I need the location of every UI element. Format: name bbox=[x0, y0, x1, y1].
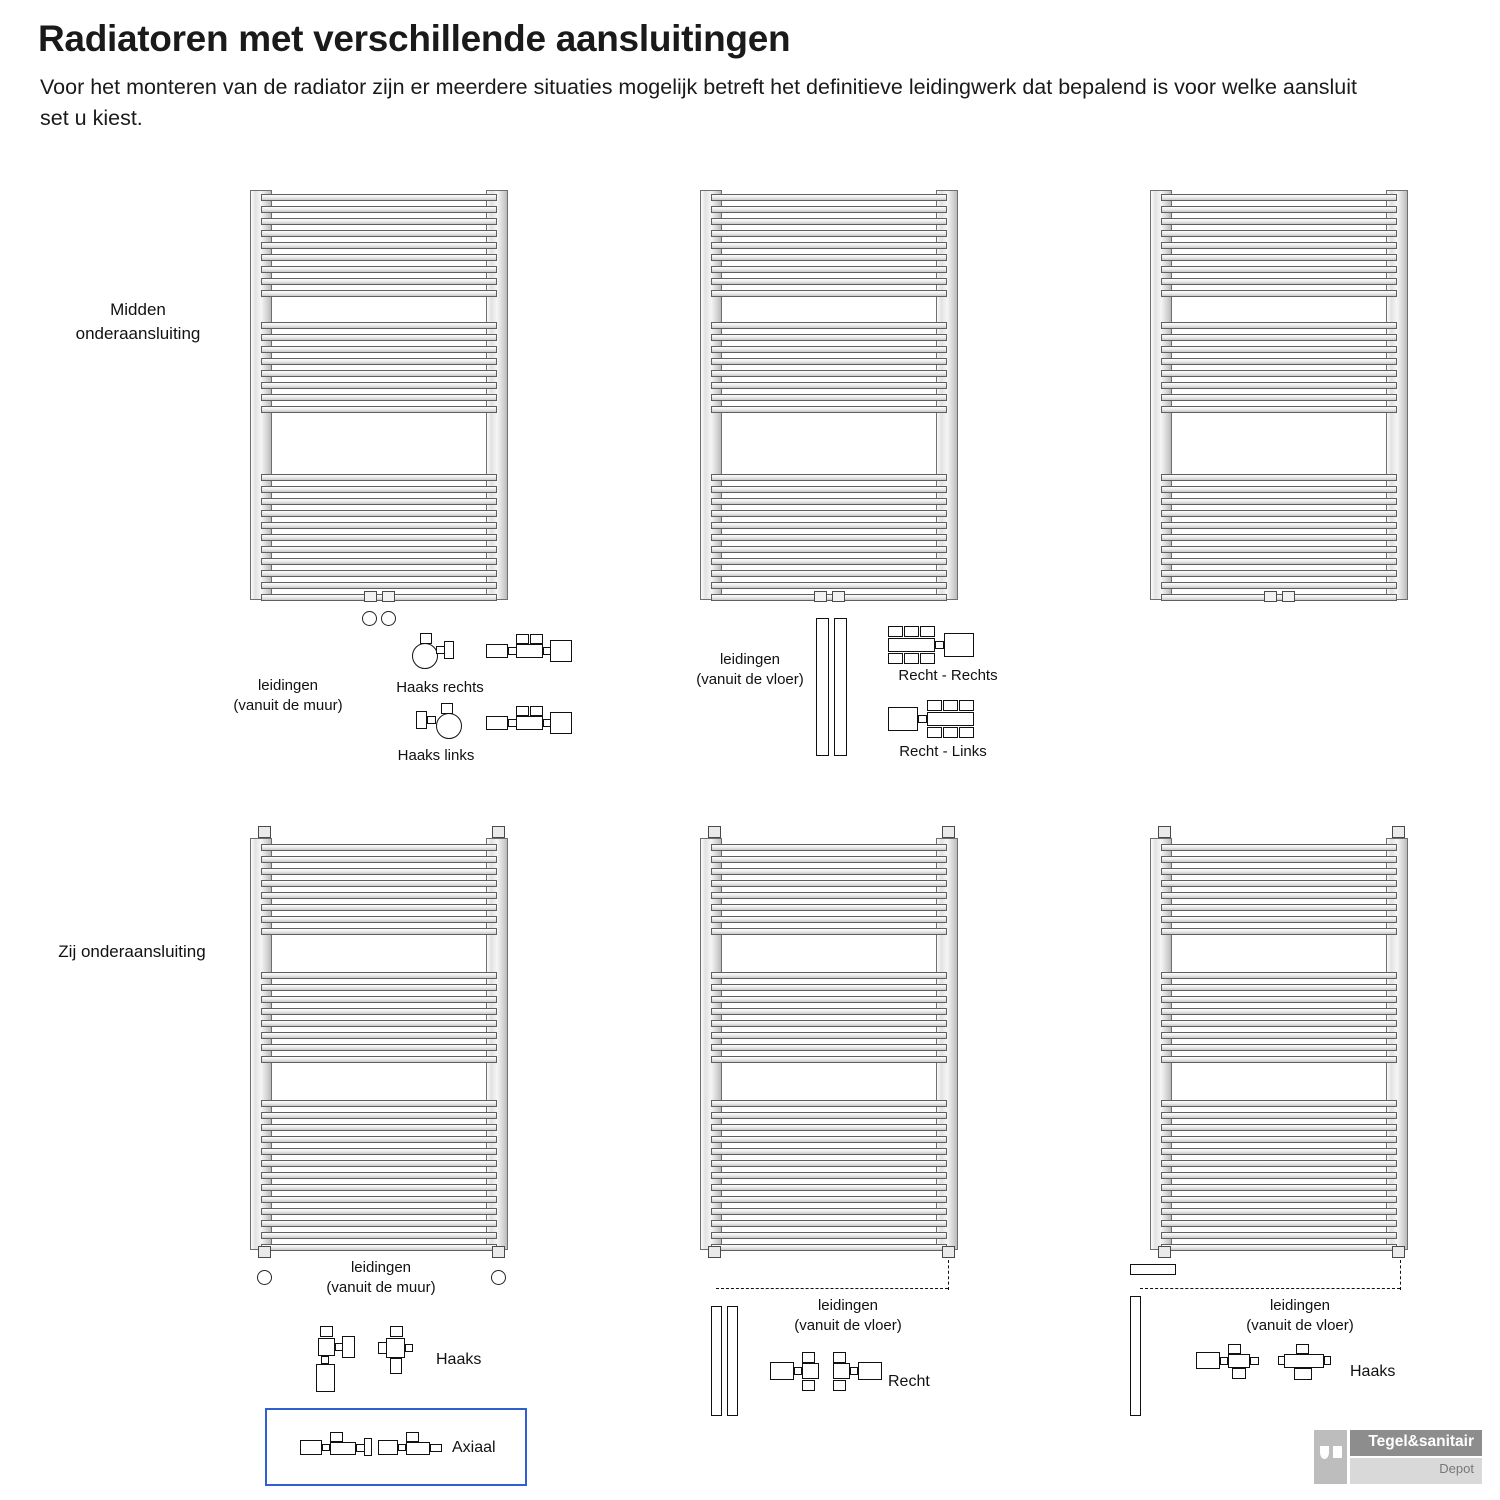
page-subtitle: Voor het monteren van de radiator zijn er meerdere situaties mogelijk betreft het definitieve leidingwerk dat bepalend is voor welke aansluit set u kiest. bbox=[40, 75, 1358, 130]
valve-label-axiaal: Axiaal bbox=[452, 1439, 496, 1456]
logo-mark bbox=[1314, 1430, 1347, 1484]
row-label-midden-line2: onderaansluiting bbox=[75, 324, 201, 343]
pipe-outlet-circle bbox=[381, 611, 396, 626]
valve-label-haaks-rechts: Haaks rechts bbox=[396, 679, 484, 696]
radiator-midden-muur bbox=[250, 190, 508, 600]
floor-pipe bbox=[727, 1306, 738, 1416]
radiator-bars bbox=[261, 838, 497, 1250]
brand-logo bbox=[1314, 1430, 1482, 1486]
valve-recht-icon bbox=[832, 1352, 882, 1392]
pipe-outlet-circle bbox=[491, 1270, 506, 1285]
row-label-zij: Zij onderaansluiting bbox=[58, 942, 206, 961]
valve-axiaal-icon bbox=[378, 1432, 442, 1464]
valve-recht-icon bbox=[770, 1352, 820, 1392]
row-label-midden bbox=[58, 298, 218, 346]
pipes-caption-zij-muur bbox=[298, 1258, 464, 1298]
pipe-route-dashed bbox=[1400, 1260, 1401, 1290]
radiator-bars bbox=[711, 190, 947, 600]
pipes-caption-midden-vloer bbox=[660, 650, 840, 690]
valve-label-recht-links: Recht - Links bbox=[899, 743, 987, 760]
side-connection-foot bbox=[258, 826, 271, 838]
valve-label-recht: Recht bbox=[888, 1373, 930, 1390]
page-title: Radiatoren met verschillende aansluitingen bbox=[38, 18, 791, 59]
side-connection-foot bbox=[258, 1246, 271, 1258]
pipes-caption-zij-vloer-haaks bbox=[1210, 1296, 1390, 1336]
side-connection-foot bbox=[1392, 1246, 1405, 1258]
valve-axiaal-icon bbox=[300, 1432, 372, 1464]
floor-pipe bbox=[1130, 1296, 1141, 1416]
side-connection-foot bbox=[708, 1246, 721, 1258]
pipes-caption-zij-vloer-recht bbox=[758, 1296, 938, 1336]
side-connection-foot bbox=[942, 826, 955, 838]
side-connection-foot bbox=[942, 1246, 955, 1258]
pipes-caption-midden-muur bbox=[198, 676, 378, 716]
pipes-caption-line1: leidingen bbox=[817, 1297, 879, 1314]
valve-label-recht-rechts: Recht - Rechts bbox=[898, 667, 998, 684]
side-connection-foot bbox=[492, 1246, 505, 1258]
logo-brand-text: Tegel&sanitair bbox=[1368, 1433, 1474, 1450]
radiator-bars bbox=[1161, 190, 1397, 600]
pipes-caption-line2: (vanuit de muur) bbox=[233, 697, 343, 714]
connection-nub bbox=[364, 591, 377, 602]
floor-pipe bbox=[711, 1306, 722, 1416]
valve-recht-links-icon bbox=[888, 700, 984, 738]
pipes-caption-line2: (vanuit de muur) bbox=[326, 1279, 436, 1296]
valve-haaks-icon bbox=[1196, 1344, 1264, 1392]
valve-set-icon bbox=[486, 634, 572, 668]
radiator-midden-vloer bbox=[700, 190, 958, 600]
valve-haaks-rechts-icon bbox=[410, 632, 468, 678]
valve-haaks-icon bbox=[1278, 1344, 1340, 1392]
pipe-route-dashed bbox=[948, 1260, 949, 1290]
pipes-caption-line1: leidingen bbox=[350, 1259, 412, 1276]
side-connection-foot bbox=[1158, 826, 1171, 838]
pipe-route-dashed bbox=[1140, 1288, 1400, 1289]
valve-haaks-icon bbox=[378, 1326, 424, 1380]
valve-label-haaks-zij: Haaks bbox=[436, 1351, 482, 1368]
pipes-caption-line2: (vanuit de vloer) bbox=[794, 1317, 902, 1334]
radiator-zij-muur bbox=[250, 838, 508, 1250]
water-drop-icon bbox=[1320, 1446, 1329, 1459]
radiator-midden-leeg bbox=[1150, 190, 1408, 600]
pipe-route-dashed bbox=[716, 1288, 948, 1289]
pipes-caption-line2: (vanuit de vloer) bbox=[696, 671, 804, 688]
side-connection-foot bbox=[708, 826, 721, 838]
connection-nub bbox=[832, 591, 845, 602]
pipes-caption-line1: leidingen bbox=[1269, 1297, 1331, 1314]
side-connection-foot bbox=[492, 826, 505, 838]
valve-haaks-links-icon bbox=[408, 702, 466, 750]
radiator-bars bbox=[1161, 838, 1397, 1250]
valve-set-icon bbox=[486, 706, 572, 740]
radiator-bars bbox=[261, 190, 497, 600]
side-connection-foot bbox=[1392, 826, 1405, 838]
valve-haaks-icon bbox=[310, 1326, 356, 1394]
connection-nub bbox=[382, 591, 395, 602]
side-connection-foot bbox=[1158, 1246, 1171, 1258]
connection-nub bbox=[814, 591, 827, 602]
row-label-midden-line1: Midden bbox=[110, 300, 166, 319]
valve-label-haaks-vloer: Haaks bbox=[1350, 1363, 1396, 1380]
pipes-caption-line1: leidingen bbox=[257, 677, 319, 694]
tap-icon bbox=[1333, 1446, 1342, 1458]
wall-pipe-stub bbox=[1130, 1264, 1176, 1275]
logo-suffix-text: Depot bbox=[1439, 1461, 1474, 1476]
radiator-zij-vloer-haaks bbox=[1150, 838, 1408, 1250]
valve-label-haaks-links: Haaks links bbox=[397, 747, 475, 764]
pipe-outlet-circle bbox=[257, 1270, 272, 1285]
connection-nub bbox=[1282, 591, 1295, 602]
radiator-zij-vloer-recht bbox=[700, 838, 958, 1250]
radiator-bars bbox=[711, 838, 947, 1250]
pipes-caption-line2: (vanuit de vloer) bbox=[1246, 1317, 1354, 1334]
pipes-caption-line1: leidingen bbox=[719, 651, 781, 668]
connection-nub bbox=[1264, 591, 1277, 602]
pipe-outlet-circle bbox=[362, 611, 377, 626]
valve-recht-rechts-icon bbox=[888, 626, 982, 664]
